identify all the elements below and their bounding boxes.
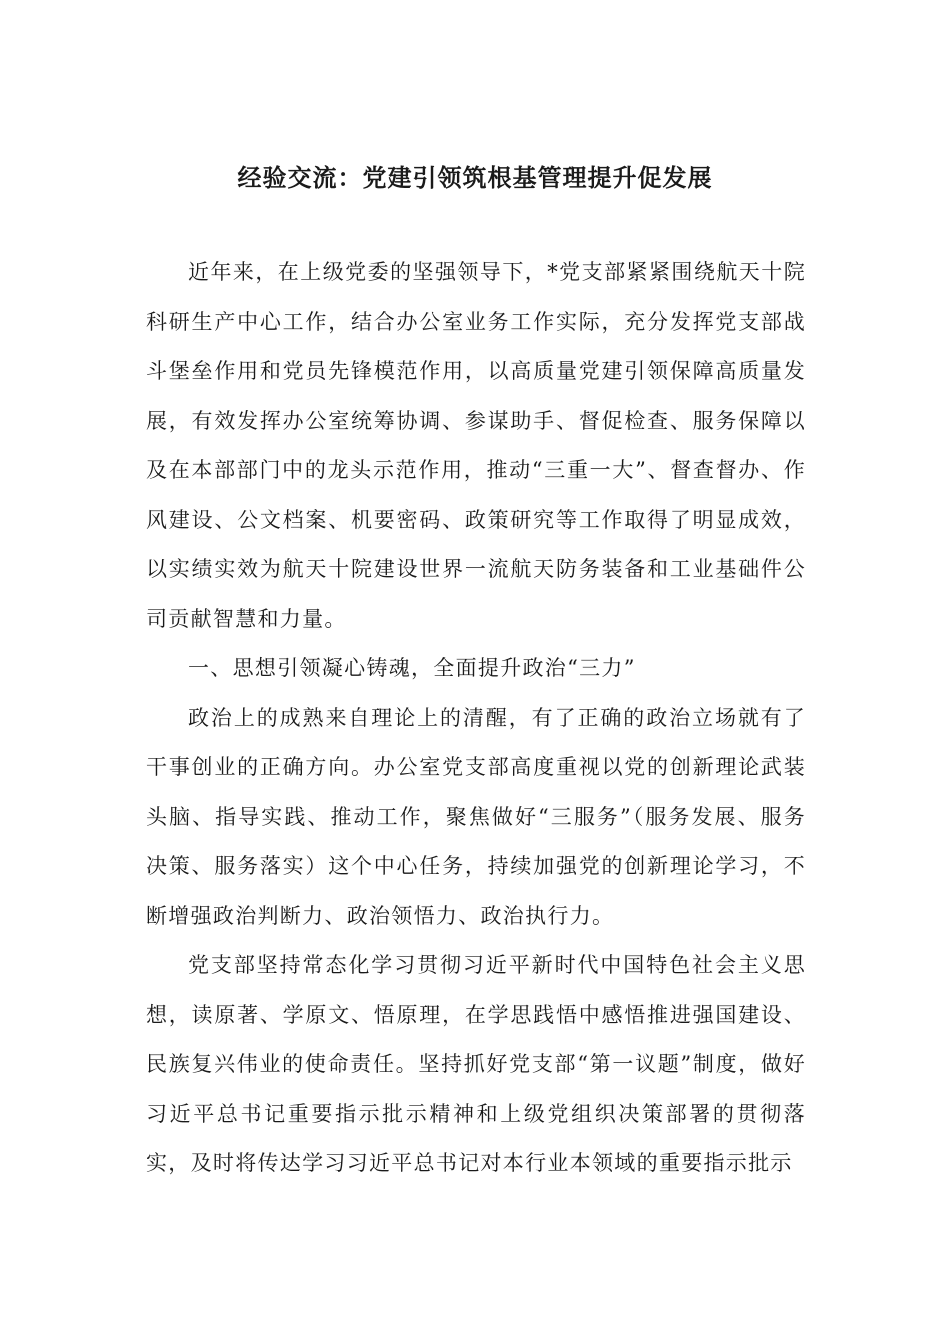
paragraph-intro: 近年来，在上级党委的坚强领导下，*党支部紧紧围绕航天十院科研生产中心工作，结合办公室业务工作实际，充分发挥党支部战斗堡垒作用和党员先锋模范作用，以高质量党建引领保障高质量发展，有效发挥办公室统筹协调、参谋助手、督促检查、服务保障以及在本部部门中的龙头示范作用，推动“三重一大”、督查督办、作风建设、公文档案、机要密码、政策研究等工作取得了明显成效，以实绩实效为航天十院建设世界一流航天防务装备和工业基础件公司贡献智慧和力量。	[146, 260, 806, 631]
paragraph-study: 党支部坚持常态化学习贯彻习近平新时代中国特色社会主义思想，读原著、学原文、悟原理，在学思践悟中感悟推进强国建设、民族复兴伟业的使命责任。坚持抓好党支部“第一议题”制度，做好习近平总书记重要指示批示精神和上级党组织决策部署的贯彻落实，及时将传达学习习近平总书记对本行业本领域的重要指示批示	[146, 953, 806, 1175]
section-heading-1: 一、思想引领凝心铸魂，全面提升政治“三力”	[188, 656, 636, 680]
document-body	[146, 248, 806, 1189]
paragraph-political: 政治上的成熟来自理论上的清醒，有了正确的政治立场就有了干事创业的正确方向。办公室党支部高度重视以党的创新理论武装头脑、指导实践、推动工作，聚焦做好“三服务”（服务发展、服务决策、服务落实）这个中心任务，持续加强党的创新理论学习，不断增强政治判断力、政治领悟力、政治执行力。	[146, 705, 806, 928]
document-title: 经验交流：党建引领筑根基管理提升促发展	[237, 163, 713, 192]
